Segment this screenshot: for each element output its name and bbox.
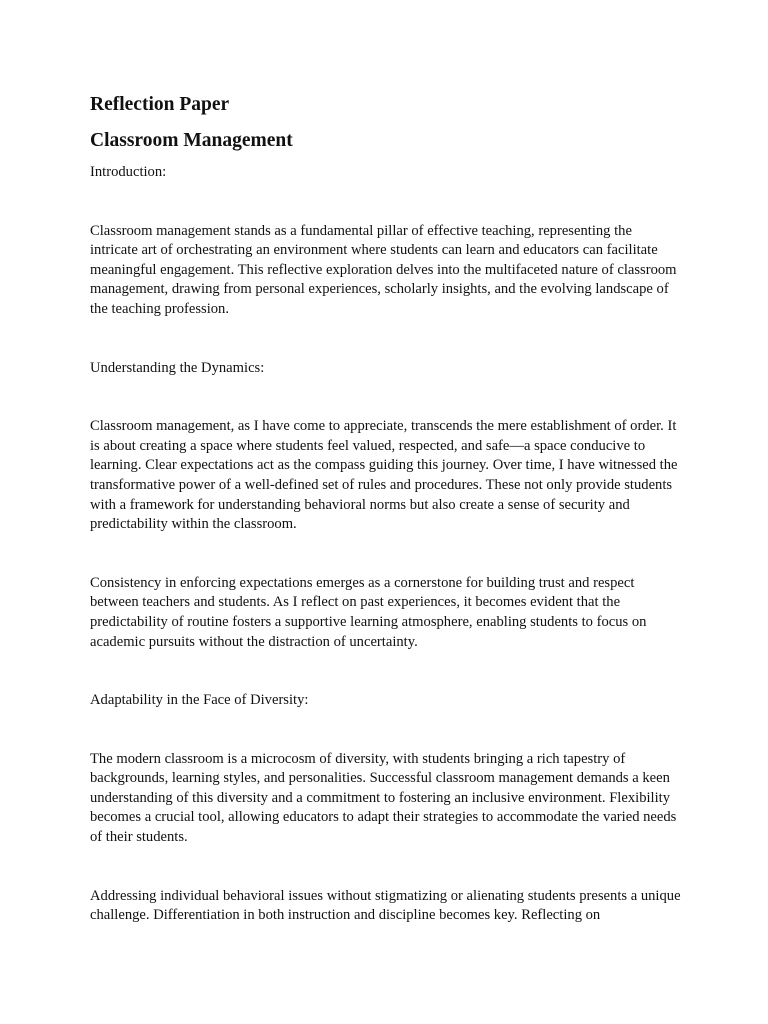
section-heading-dynamics: Understanding the Dynamics: xyxy=(90,359,265,376)
document-page xyxy=(90,92,682,965)
paragraph-dynamics-1: Classroom management, as I have come to appreciate, transcends the mere establishment of order. It is about creating a space where students feel valued, respected, and safe—a space conducive to learning. Clear expectations act as the compass guiding this journey. Over time, I have witnessed the transformative power of a well-defined set of rules and procedures. These not only provide students with a framework for understanding behavioral norms but also create a sense of security and predictability within the classroom. xyxy=(90,418,678,533)
document-title: Reflection Paper xyxy=(90,94,230,115)
document-subtitle: Classroom Management xyxy=(90,130,293,151)
paragraph-introduction: Classroom management stands as a fundamental pillar of effective teaching, representing the intricate art of orchestrating an environment where students can learn and educators can facilitate meaningful engagement. This reflective exploration delves into the multifaceted nature of classroom management, drawing from personal experiences, scholarly insights, and the evolving landscape of the teaching profession. xyxy=(90,222,677,317)
section-heading-diversity: Adaptability in the Face of Diversity: xyxy=(90,692,309,709)
paragraph-diversity-2: Addressing individual behavioral issues without stigmatizing or alienating students presents a unique challenge. Differentiation in both instruction and discipline becomes key. Reflecting on xyxy=(90,887,681,924)
section-heading-introduction: Introduction: xyxy=(90,164,167,180)
paragraph-dynamics-2: Consistency in enforcing expectations emerges as a cornerstone for building trust and respect between teachers and students. As I reflect on past experiences, it becomes evident that the predictability of routine fosters a supportive learning atmosphere, enabling students to focus on academic pursuits without the distraction of uncertainty. xyxy=(90,574,647,650)
paragraph-diversity-1: The modern classroom is a microcosm of diversity, with students bringing a rich tapestry of backgrounds, learning styles, and personalities. Successful classroom management demands a keen understanding of this diversity and a commitment to fostering an inclusive environment. Flexibility becomes a crucial tool, allowing educators to adapt their strategies to accommodate the varied needs of their students. xyxy=(90,750,677,846)
